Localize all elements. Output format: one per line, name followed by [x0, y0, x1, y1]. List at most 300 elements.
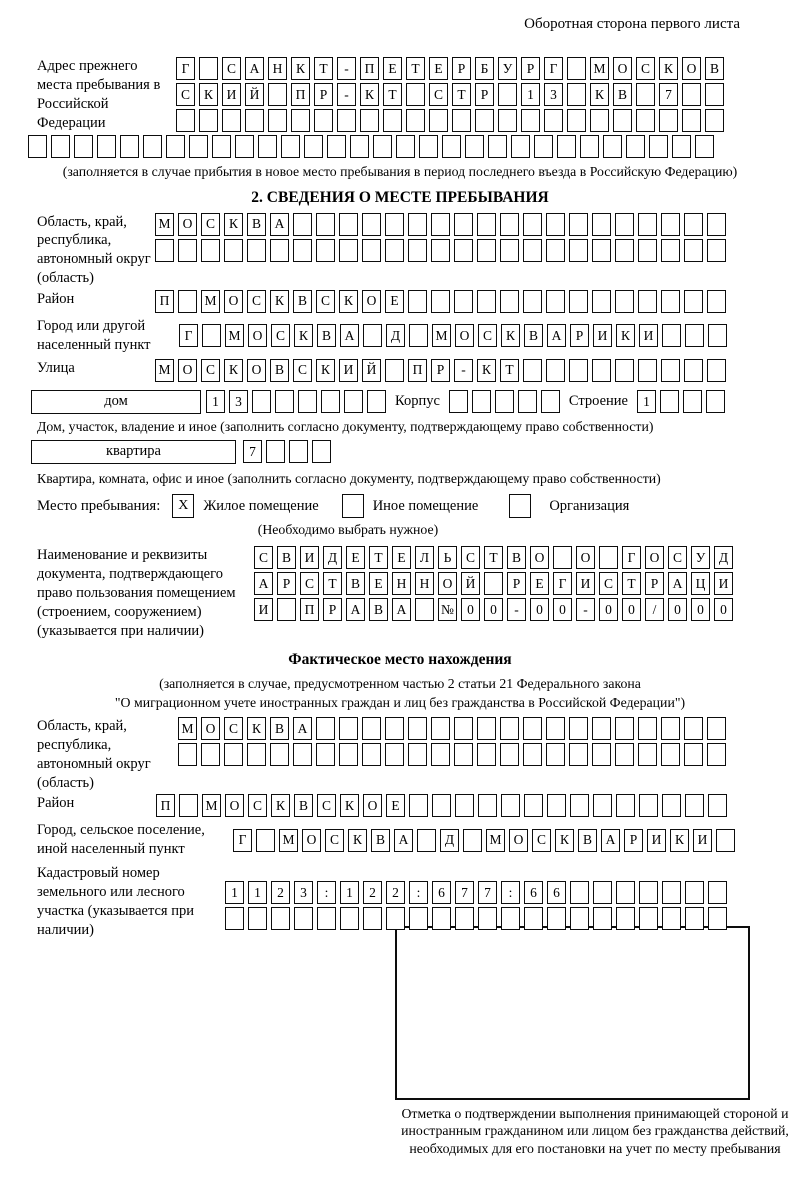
form-cell[interactable]: А [245, 57, 264, 80]
form-cell[interactable] [616, 794, 635, 817]
form-cell[interactable]: О [178, 359, 197, 382]
form-cell[interactable] [385, 239, 404, 262]
form-cell[interactable] [431, 239, 450, 262]
form-cell[interactable]: К [477, 359, 496, 382]
form-cell[interactable]: 3 [544, 83, 563, 106]
form-cell[interactable] [178, 239, 197, 262]
form-cell[interactable] [684, 213, 703, 236]
form-cell[interactable] [373, 135, 392, 158]
form-cell[interactable]: Л [415, 546, 434, 569]
form-cell[interactable]: П [300, 598, 319, 621]
form-cell[interactable] [682, 109, 701, 132]
form-cell[interactable]: С [478, 324, 497, 347]
form-cell[interactable]: П [408, 359, 427, 382]
form-cell[interactable] [178, 290, 197, 313]
form-cell[interactable]: С [300, 572, 319, 595]
form-cell[interactable] [270, 743, 289, 766]
form-cell[interactable]: С [248, 794, 267, 817]
form-cell[interactable]: К [316, 359, 335, 382]
form-cell[interactable] [682, 83, 701, 106]
form-cell[interactable]: И [254, 598, 273, 621]
form-cell[interactable]: У [498, 57, 517, 80]
form-cell[interactable] [501, 907, 520, 930]
form-cell[interactable] [615, 717, 634, 740]
form-cell[interactable] [339, 213, 358, 236]
form-cell[interactable]: : [409, 881, 428, 904]
form-cell[interactable]: Е [429, 57, 448, 80]
form-cell[interactable] [636, 109, 655, 132]
form-cell[interactable] [569, 213, 588, 236]
form-cell[interactable]: О [201, 717, 220, 740]
form-cell[interactable] [201, 239, 220, 262]
form-cell[interactable]: О [509, 829, 528, 852]
form-cell[interactable] [672, 135, 691, 158]
form-cell[interactable] [569, 239, 588, 262]
form-cell[interactable] [275, 390, 294, 413]
form-cell[interactable]: 7 [455, 881, 474, 904]
form-cell[interactable]: С [461, 546, 480, 569]
form-cell[interactable]: М [155, 213, 174, 236]
form-cell[interactable]: X [172, 494, 194, 518]
form-cell[interactable] [705, 83, 724, 106]
form-cell[interactable]: М [202, 794, 221, 817]
form-cell[interactable] [432, 907, 451, 930]
form-cell[interactable] [626, 135, 645, 158]
form-cell[interactable] [452, 109, 471, 132]
form-cell[interactable]: Т [369, 546, 388, 569]
form-cell[interactable]: О [576, 546, 595, 569]
form-cell[interactable]: Т [500, 359, 519, 382]
form-cell[interactable]: Б [475, 57, 494, 80]
form-cell[interactable]: Р [570, 324, 589, 347]
form-cell[interactable] [248, 907, 267, 930]
form-cell[interactable] [707, 359, 726, 382]
form-cell[interactable] [291, 109, 310, 132]
form-cell[interactable]: Т [484, 546, 503, 569]
form-cell[interactable] [638, 717, 657, 740]
form-cell[interactable]: Т [323, 572, 342, 595]
form-cell[interactable]: 6 [524, 881, 543, 904]
form-cell[interactable]: Р [314, 83, 333, 106]
form-cell[interactable] [449, 390, 468, 413]
form-cell[interactable] [684, 717, 703, 740]
form-cell[interactable]: А [340, 324, 359, 347]
form-cell[interactable] [498, 109, 517, 132]
form-cell[interactable] [546, 359, 565, 382]
form-cell[interactable]: № [438, 598, 457, 621]
form-cell[interactable]: К [501, 324, 520, 347]
form-cell[interactable] [661, 239, 680, 262]
form-cell[interactable] [580, 135, 599, 158]
form-cell[interactable] [541, 390, 560, 413]
form-cell[interactable] [179, 794, 198, 817]
form-cell[interactable] [590, 109, 609, 132]
form-cell[interactable] [523, 359, 542, 382]
form-cell[interactable]: В [270, 717, 289, 740]
form-cell[interactable] [592, 213, 611, 236]
form-cell[interactable]: Е [386, 794, 405, 817]
form-cell[interactable]: Р [507, 572, 526, 595]
form-cell[interactable] [477, 239, 496, 262]
form-cell[interactable]: С [293, 359, 312, 382]
form-cell[interactable]: О [530, 546, 549, 569]
form-cell[interactable] [383, 109, 402, 132]
form-cell[interactable]: О [302, 829, 321, 852]
form-cell[interactable] [521, 109, 540, 132]
form-cell[interactable] [685, 324, 704, 347]
form-cell[interactable] [616, 881, 635, 904]
form-cell[interactable]: - [337, 83, 356, 106]
form-cell[interactable]: А [668, 572, 687, 595]
form-cell[interactable]: Т [314, 57, 333, 80]
form-cell[interactable] [258, 135, 277, 158]
form-cell[interactable] [454, 213, 473, 236]
form-cell[interactable] [51, 135, 70, 158]
form-cell[interactable] [247, 743, 266, 766]
form-cell[interactable] [599, 546, 618, 569]
form-cell[interactable] [344, 390, 363, 413]
form-cell[interactable] [367, 390, 386, 413]
form-cell[interactable]: Р [521, 57, 540, 80]
form-cell[interactable] [660, 390, 679, 413]
form-cell[interactable] [501, 794, 520, 817]
form-cell[interactable]: К [271, 794, 290, 817]
form-cell[interactable]: 3 [294, 881, 313, 904]
form-cell[interactable] [593, 907, 612, 930]
form-cell[interactable]: В [524, 324, 543, 347]
form-cell[interactable]: 6 [432, 881, 451, 904]
form-cell[interactable]: Д [440, 829, 459, 852]
form-cell[interactable]: 0 [553, 598, 572, 621]
form-cell[interactable] [661, 717, 680, 740]
form-cell[interactable]: М [279, 829, 298, 852]
form-cell[interactable] [685, 907, 704, 930]
form-cell[interactable]: И [222, 83, 241, 106]
form-cell[interactable] [321, 390, 340, 413]
form-cell[interactable] [385, 717, 404, 740]
form-cell[interactable] [639, 794, 658, 817]
form-cell[interactable]: Н [415, 572, 434, 595]
form-cell[interactable]: Р [452, 57, 471, 80]
form-cell[interactable] [705, 109, 724, 132]
form-cell[interactable]: Н [268, 57, 287, 80]
form-cell[interactable] [495, 390, 514, 413]
form-cell[interactable] [406, 109, 425, 132]
form-cell[interactable]: Й [245, 83, 264, 106]
form-cell[interactable] [247, 239, 266, 262]
form-cell[interactable] [523, 213, 542, 236]
form-cell[interactable] [256, 829, 275, 852]
form-cell[interactable] [277, 598, 296, 621]
form-cell[interactable]: В [346, 572, 365, 595]
form-cell[interactable] [500, 743, 519, 766]
form-cell[interactable]: С [247, 290, 266, 313]
form-cell[interactable] [317, 907, 336, 930]
form-cell[interactable] [293, 213, 312, 236]
form-cell[interactable]: П [360, 57, 379, 80]
form-cell[interactable]: Р [624, 829, 643, 852]
form-cell[interactable] [500, 717, 519, 740]
form-cell[interactable]: О [247, 359, 266, 382]
form-cell[interactable]: К [360, 83, 379, 106]
form-cell[interactable]: М [590, 57, 609, 80]
form-cell[interactable] [661, 213, 680, 236]
form-cell[interactable]: И [593, 324, 612, 347]
form-cell[interactable] [570, 794, 589, 817]
form-cell[interactable] [478, 907, 497, 930]
form-cell[interactable]: В [705, 57, 724, 80]
form-cell[interactable] [603, 135, 622, 158]
stay-type-checkbox-other-premises[interactable] [342, 494, 364, 518]
form-cell[interactable]: 0 [714, 598, 733, 621]
form-cell[interactable]: С [222, 57, 241, 80]
form-cell[interactable] [339, 717, 358, 740]
form-cell[interactable]: Г [553, 572, 572, 595]
form-cell[interactable]: П [156, 794, 175, 817]
form-cell[interactable]: Д [386, 324, 405, 347]
form-cell[interactable] [271, 907, 290, 930]
form-cell[interactable] [662, 881, 681, 904]
form-cell[interactable] [312, 440, 331, 463]
form-cell[interactable] [707, 213, 726, 236]
form-cell[interactable]: К [224, 213, 243, 236]
form-cell[interactable]: О [682, 57, 701, 80]
form-cell[interactable] [202, 324, 221, 347]
form-cell[interactable] [488, 135, 507, 158]
form-cell[interactable] [454, 743, 473, 766]
form-cell[interactable] [518, 390, 537, 413]
form-cell[interactable] [350, 135, 369, 158]
form-cell[interactable] [199, 109, 218, 132]
form-cell[interactable]: И [339, 359, 358, 382]
form-cell[interactable] [685, 794, 704, 817]
form-cell[interactable] [708, 324, 727, 347]
form-cell[interactable] [615, 239, 634, 262]
form-cell[interactable]: К [291, 57, 310, 80]
form-cell[interactable]: О [225, 794, 244, 817]
form-cell[interactable]: П [155, 290, 174, 313]
form-cell[interactable]: 1 [225, 881, 244, 904]
form-cell[interactable] [475, 109, 494, 132]
form-cell[interactable] [293, 239, 312, 262]
form-cell[interactable]: - [454, 359, 473, 382]
form-cell[interactable]: И [714, 572, 733, 595]
form-cell[interactable]: 7 [659, 83, 678, 106]
form-cell[interactable]: Т [383, 83, 402, 106]
form-cell[interactable] [454, 717, 473, 740]
form-cell[interactable]: С [271, 324, 290, 347]
stay-type-checkbox-residential[interactable] [172, 494, 194, 518]
form-cell[interactable] [592, 290, 611, 313]
form-cell[interactable] [639, 907, 658, 930]
form-cell[interactable] [415, 598, 434, 621]
form-cell[interactable] [363, 907, 382, 930]
form-cell[interactable] [454, 290, 473, 313]
form-cell[interactable] [432, 794, 451, 817]
form-cell[interactable] [316, 239, 335, 262]
form-cell[interactable] [524, 794, 543, 817]
form-cell[interactable]: С [325, 829, 344, 852]
form-cell[interactable]: Р [277, 572, 296, 595]
form-cell[interactable] [431, 213, 450, 236]
form-cell[interactable] [523, 743, 542, 766]
form-cell[interactable] [294, 907, 313, 930]
form-cell[interactable]: К [294, 324, 313, 347]
form-cell[interactable] [477, 717, 496, 740]
form-cell[interactable] [638, 359, 657, 382]
form-cell[interactable]: К [340, 794, 359, 817]
form-cell[interactable] [337, 109, 356, 132]
form-cell[interactable] [661, 743, 680, 766]
form-cell[interactable]: С [176, 83, 195, 106]
form-cell[interactable]: Е [346, 546, 365, 569]
form-cell[interactable] [546, 239, 565, 262]
form-cell[interactable] [362, 717, 381, 740]
form-cell[interactable] [707, 743, 726, 766]
form-cell[interactable] [339, 239, 358, 262]
form-cell[interactable] [314, 109, 333, 132]
form-cell[interactable]: В [270, 359, 289, 382]
form-cell[interactable]: С [429, 83, 448, 106]
form-cell[interactable]: И [693, 829, 712, 852]
form-cell[interactable] [553, 546, 572, 569]
form-cell[interactable] [155, 239, 174, 262]
form-cell[interactable] [385, 213, 404, 236]
form-cell[interactable] [511, 135, 530, 158]
form-cell[interactable] [224, 743, 243, 766]
form-cell[interactable] [683, 390, 702, 413]
form-cell[interactable] [662, 907, 681, 930]
form-cell[interactable]: И [300, 546, 319, 569]
form-cell[interactable]: П [291, 83, 310, 106]
form-cell[interactable]: С [224, 717, 243, 740]
form-cell[interactable] [298, 390, 317, 413]
form-cell[interactable] [592, 743, 611, 766]
form-cell[interactable]: Е [385, 290, 404, 313]
form-cell[interactable] [252, 390, 271, 413]
form-cell[interactable]: Р [475, 83, 494, 106]
form-cell[interactable] [707, 717, 726, 740]
form-cell[interactable] [463, 829, 482, 852]
form-cell[interactable]: М [178, 717, 197, 740]
form-cell[interactable]: А [392, 598, 411, 621]
form-cell[interactable] [570, 881, 589, 904]
form-cell[interactable] [363, 324, 382, 347]
form-cell[interactable]: С [201, 213, 220, 236]
form-cell[interactable] [339, 743, 358, 766]
form-cell[interactable] [546, 743, 565, 766]
form-cell[interactable]: К [590, 83, 609, 106]
form-cell[interactable]: 7 [478, 881, 497, 904]
form-cell[interactable]: Р [323, 598, 342, 621]
form-cell[interactable] [386, 907, 405, 930]
form-cell[interactable] [97, 135, 116, 158]
form-cell[interactable]: Р [431, 359, 450, 382]
form-cell[interactable]: 0 [461, 598, 480, 621]
form-cell[interactable] [662, 324, 681, 347]
form-cell[interactable] [477, 743, 496, 766]
form-cell[interactable]: С [532, 829, 551, 852]
form-cell[interactable] [362, 239, 381, 262]
form-cell[interactable]: А [394, 829, 413, 852]
form-cell[interactable] [523, 717, 542, 740]
form-cell[interactable] [636, 83, 655, 106]
form-cell[interactable]: О [613, 57, 632, 80]
form-cell[interactable]: С [316, 290, 335, 313]
form-cell[interactable]: А [293, 717, 312, 740]
form-cell[interactable] [706, 390, 725, 413]
form-cell[interactable] [431, 743, 450, 766]
form-cell[interactable]: К [616, 324, 635, 347]
form-cell[interactable]: 2 [386, 881, 405, 904]
form-cell[interactable] [477, 290, 496, 313]
form-cell[interactable]: В [293, 290, 312, 313]
form-cell[interactable] [454, 239, 473, 262]
form-cell[interactable] [120, 135, 139, 158]
form-cell[interactable] [708, 907, 727, 930]
form-cell[interactable] [484, 572, 503, 595]
form-cell[interactable]: 0 [484, 598, 503, 621]
form-cell[interactable] [201, 743, 220, 766]
form-cell[interactable] [385, 359, 404, 382]
form-cell[interactable]: Т [452, 83, 471, 106]
form-cell[interactable]: В [294, 794, 313, 817]
form-cell[interactable]: : [501, 881, 520, 904]
form-cell[interactable]: Г [179, 324, 198, 347]
form-cell[interactable] [222, 109, 241, 132]
form-cell[interactable] [523, 239, 542, 262]
form-cell[interactable] [659, 109, 678, 132]
form-cell[interactable] [419, 135, 438, 158]
form-cell[interactable]: А [547, 324, 566, 347]
form-cell[interactable]: Г [544, 57, 563, 80]
form-cell[interactable]: 2 [271, 881, 290, 904]
form-cell[interactable] [266, 440, 285, 463]
form-cell[interactable] [409, 907, 428, 930]
form-cell[interactable]: А [254, 572, 273, 595]
form-cell[interactable] [569, 743, 588, 766]
form-cell[interactable] [684, 743, 703, 766]
form-cell[interactable]: Г [622, 546, 641, 569]
form-cell[interactable]: И [647, 829, 666, 852]
form-cell[interactable] [613, 109, 632, 132]
form-cell[interactable] [477, 213, 496, 236]
form-cell[interactable]: К [199, 83, 218, 106]
form-cell[interactable]: Е [369, 572, 388, 595]
form-cell[interactable] [547, 907, 566, 930]
form-cell[interactable]: Е [392, 546, 411, 569]
form-cell[interactable] [409, 794, 428, 817]
form-cell[interactable] [662, 794, 681, 817]
form-cell[interactable] [189, 135, 208, 158]
form-cell[interactable] [615, 213, 634, 236]
form-cell[interactable] [270, 239, 289, 262]
form-cell[interactable]: В [317, 324, 336, 347]
form-cell[interactable]: 0 [691, 598, 710, 621]
form-cell[interactable] [74, 135, 93, 158]
form-cell[interactable] [592, 239, 611, 262]
form-cell[interactable]: А [346, 598, 365, 621]
form-cell[interactable] [431, 717, 450, 740]
form-cell[interactable] [707, 290, 726, 313]
form-cell[interactable]: О [248, 324, 267, 347]
form-cell[interactable]: А [601, 829, 620, 852]
form-cell[interactable]: В [277, 546, 296, 569]
form-cell[interactable]: К [555, 829, 574, 852]
form-cell[interactable]: С [668, 546, 687, 569]
form-cell[interactable] [639, 881, 658, 904]
form-cell[interactable] [557, 135, 576, 158]
